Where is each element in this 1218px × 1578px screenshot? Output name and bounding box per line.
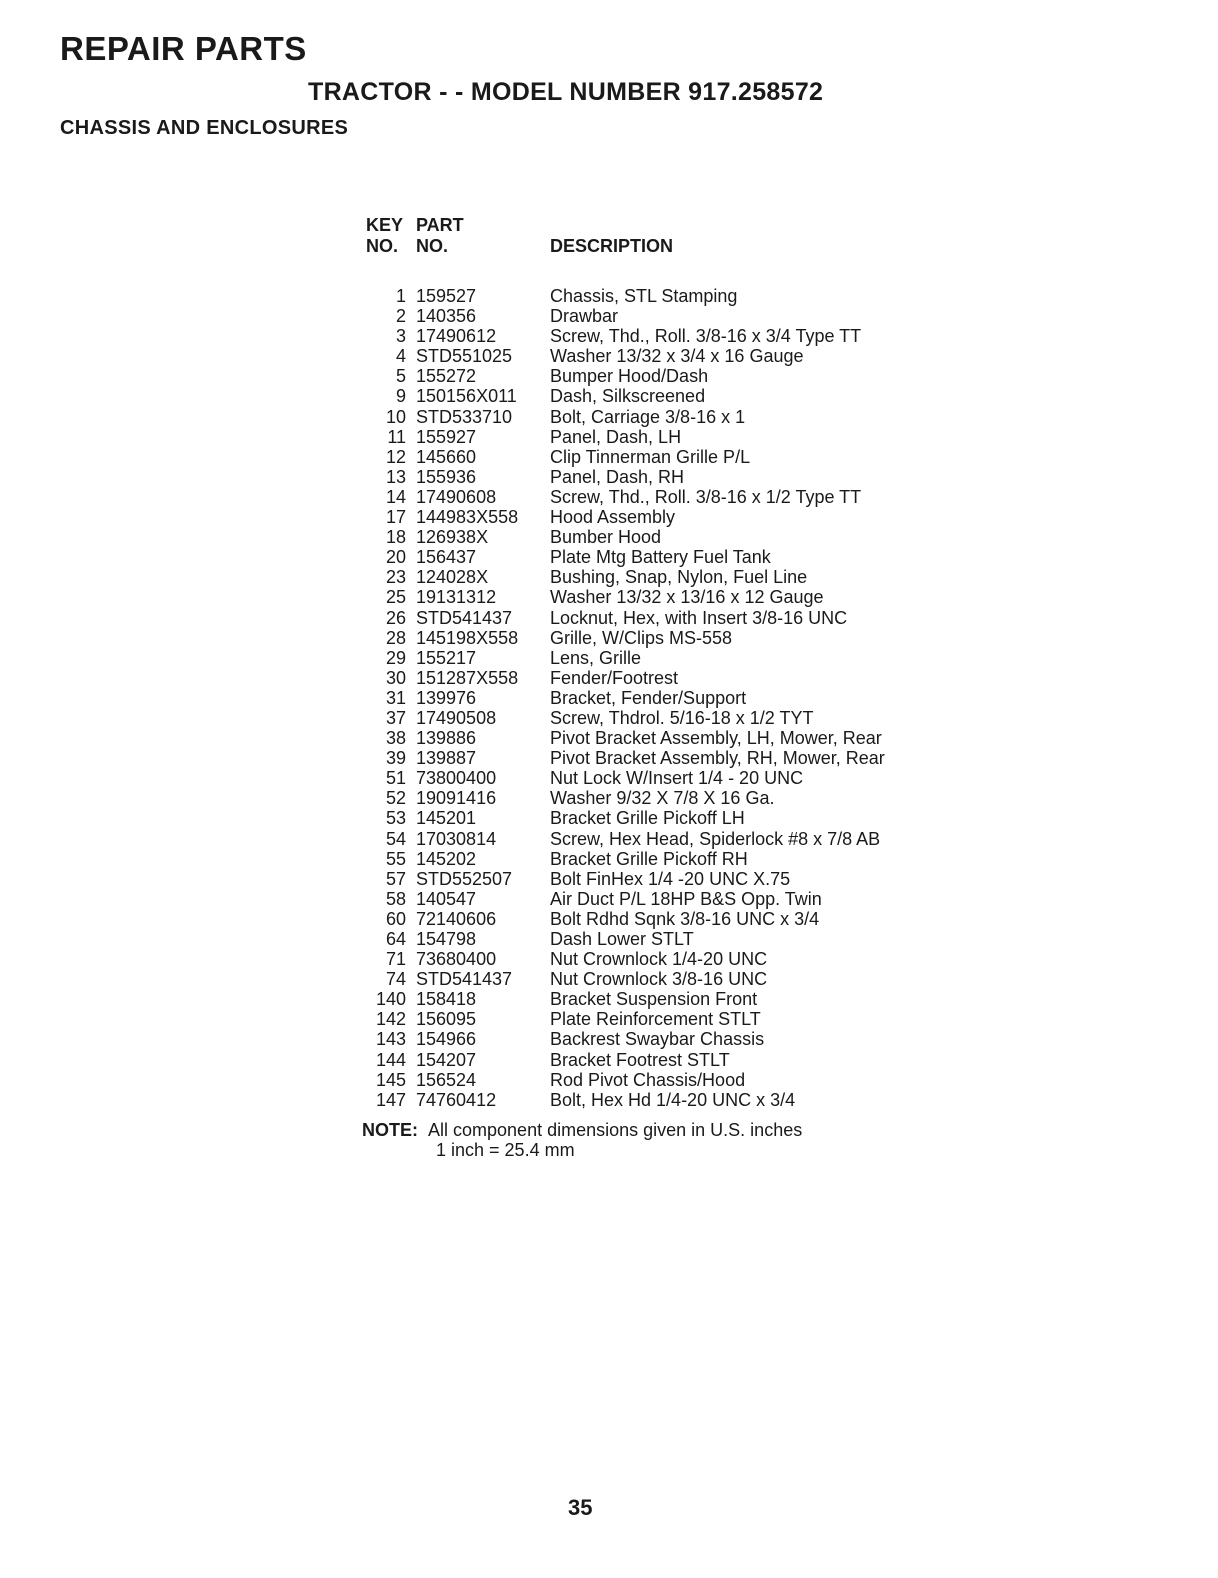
table-row [366,407,885,427]
description-cell: Screw, Thd., Roll. 3/8-16 x 3/4 Type TT [550,326,862,347]
table-row [366,447,885,467]
note-line-1 [362,1120,802,1140]
key-no-cell: 10 [385,406,406,427]
key-no-cell: 12 [385,446,406,467]
description-cell: Bracket Grille Pickoff RH [550,848,748,869]
key-no-cell: 53 [385,808,406,829]
description-cell: Hood Assembly [550,507,676,528]
parts-table-header [366,215,885,286]
dimension-note [362,1120,802,1160]
part-no-cell: 151287X558 [416,667,519,688]
description-cell: Washer 13/32 x 13/16 x 12 Gauge [550,587,824,608]
description-cell: Bolt, Carriage 3/8-16 x 1 [550,406,746,427]
table-row [366,567,885,587]
key-no-cell: 55 [385,848,406,869]
part-no-cell: STD533710 [416,406,513,427]
table-row [366,909,885,929]
description-cell: Nut Crownlock 1/4-20 UNC [550,949,768,970]
description-cell: Rod Pivot Chassis/Hood [550,1069,746,1090]
description-cell: Panel, Dash, LH [550,426,682,447]
key-no-cell: 11 [387,426,406,447]
description-cell: Bushing, Snap, Nylon, Fuel Line [550,567,808,588]
note-label: NOTE: [362,1120,418,1140]
description-cell: Drawbar [550,306,619,327]
parts-table-body [366,286,885,1110]
part-no-cell: 144983X558 [416,507,519,528]
key-no-header [366,215,416,257]
part-no-cell: 73680400 [416,949,497,970]
description-cell: Nut Lock W/Insert 1/4 - 20 UNC [550,768,804,789]
part-no-cell: 145202 [416,848,477,869]
page-number: 35 [568,1495,593,1520]
table-row [366,507,885,527]
part-no-cell: 145201 [416,808,477,829]
description-cell: Pivot Bracket Assembly, RH, Mower, Rear [550,748,885,769]
part-no-cell: 159527 [416,286,477,306]
key-no-cell: 140 [375,989,406,1010]
table-row [366,527,885,547]
key-no-cell: 64 [385,929,406,949]
key-no-cell: 2 [395,306,406,327]
table-row [366,889,885,909]
parts-table [366,215,885,1110]
part-no-cell: 156095 [416,1009,477,1030]
description-cell: Bracket Footrest STLT [550,1049,730,1070]
table-row [366,346,885,366]
part-no-cell: 154966 [416,1029,477,1050]
key-no-cell: 60 [385,908,406,929]
part-no-cell: 154207 [416,1049,477,1070]
table-row [366,929,885,949]
key-no-cell: 38 [385,728,406,749]
table-row [366,366,885,386]
table-row [366,728,885,748]
key-no-cell: 58 [385,888,406,909]
part-header-line2: NO. [416,236,449,256]
part-no-cell: STD551025 [416,346,513,367]
key-header-line2: NO. [366,236,399,256]
key-no-cell: 1 [395,286,406,306]
key-no-cell: 147 [375,1089,406,1110]
part-no-cell: 124028X [416,567,489,588]
table-row [366,547,885,567]
table-row [366,869,885,889]
description-cell: Panel, Dash, RH [550,466,685,487]
description-cell: Air Duct P/L 18HP B&S Opp. Twin [550,888,822,909]
table-row [366,688,885,708]
part-no-cell: 158418 [416,989,477,1010]
key-no-cell: 23 [385,567,406,588]
key-no-cell: 5 [395,366,406,387]
key-no-cell: 9 [395,386,406,407]
table-row [366,949,885,969]
part-no-cell: 17030814 [416,828,497,849]
description-cell: Bolt FinHex 1/4 -20 UNC X.75 [550,868,791,889]
part-no-cell: 156437 [416,547,477,568]
description-cell: Backrest Swaybar Chassis [550,1029,765,1050]
key-no-cell: 18 [385,527,406,548]
model-number-heading: TRACTOR - - MODEL NUMBER 917.258572 [308,78,824,106]
part-no-cell: STD552507 [416,868,513,889]
table-row [366,427,885,447]
table-row [366,849,885,869]
key-no-cell: 28 [385,627,406,648]
part-no-header [416,215,550,257]
table-row [366,306,885,326]
part-header-line1: PART [416,215,464,235]
description-cell: Bracket Grille Pickoff LH [550,808,745,829]
description-cell: Bolt Rdhd Sqnk 3/8-16 UNC x 3/4 [550,908,820,929]
table-row [366,587,885,607]
part-no-cell: 145198X558 [416,627,519,648]
description-cell: Lens, Grille [550,647,642,668]
description-cell: Bumper Hood/Dash [550,366,709,387]
part-no-cell: 155272 [416,366,477,387]
part-no-cell: 156524 [416,1069,477,1090]
description-cell: Washer 9/32 X 7/8 X 16 Ga. [550,788,775,809]
table-row [366,1050,885,1070]
key-no-cell: 54 [385,828,406,849]
table-row [366,1090,885,1110]
part-no-cell: 73800400 [416,768,497,789]
key-no-cell: 144 [375,1049,406,1070]
key-no-cell: 17 [385,507,406,528]
table-row [366,989,885,1009]
table-row [366,608,885,628]
section-title: CHASSIS AND ENCLOSURES [60,117,349,139]
key-no-cell: 142 [375,1009,406,1030]
key-no-cell: 30 [385,667,406,688]
table-row [366,708,885,728]
table-row [366,1009,885,1029]
page-title: REPAIR PARTS [60,30,307,67]
part-no-cell: 155936 [416,466,477,487]
description-cell: Bumber Hood [550,527,662,548]
table-row [366,1070,885,1090]
description-cell: Screw, Hex Head, Spiderlock #8 x 7/8 AB [550,828,881,849]
description-header: DESCRIPTION [550,236,674,256]
key-no-cell: 14 [385,486,406,507]
table-row [366,648,885,668]
part-no-cell: 72140606 [416,908,497,929]
part-no-cell: 74760412 [416,1089,497,1110]
part-no-cell: 139976 [416,687,477,708]
key-no-cell: 74 [385,969,406,990]
description-cell: Screw, Thd., Roll. 3/8-16 x 1/2 Type TT [550,486,862,507]
table-row [366,467,885,487]
table-row [366,386,885,406]
key-no-cell: 4 [395,346,406,367]
part-no-cell: STD541437 [416,607,513,628]
description-cell: Nut Crownlock 3/8-16 UNC [550,969,768,990]
part-no-cell: 154798 [416,929,477,949]
key-no-cell: 20 [385,547,406,568]
key-no-cell: 145 [375,1069,406,1090]
description-cell: Pivot Bracket Assembly, LH, Mower, Rear [550,728,882,749]
description-cell: Dash, Silkscreened [550,386,706,407]
table-row [366,1029,885,1049]
description-cell: Bracket Suspension Front [550,989,758,1010]
part-no-cell: 140547 [416,888,477,909]
part-no-cell: 140356 [416,306,477,327]
description-cell: Screw, Thdrol. 5/16-18 x 1/2 TYT [550,707,814,728]
key-no-cell: 13 [385,466,406,487]
key-header-line1: KEY [366,215,404,235]
key-no-cell: 39 [385,748,406,769]
table-row [366,487,885,507]
note-text: All component dimensions given in U.S. inches [428,1120,803,1140]
description-cell: Fender/Footrest [550,667,679,688]
part-no-cell: 139886 [416,728,477,749]
part-no-cell: 19131312 [416,587,497,608]
description-cell: Plate Reinforcement STLT [550,1009,761,1030]
key-no-cell: 29 [385,647,406,668]
key-no-cell: 3 [395,326,406,347]
table-row [366,326,885,346]
key-no-cell: 26 [385,607,406,628]
table-row [366,829,885,849]
part-no-cell: 155217 [416,647,477,668]
key-no-cell: 51 [385,768,406,789]
part-no-cell: 17490612 [416,326,497,347]
table-row [366,748,885,768]
key-no-cell: 143 [375,1029,406,1050]
table-row [366,768,885,788]
key-no-cell: 52 [385,788,406,809]
description-cell: Chassis, STL Stamping [550,286,738,306]
table-row [366,808,885,828]
table-row [366,286,885,306]
part-no-cell: 17490608 [416,486,497,507]
part-no-cell: 145660 [416,446,477,467]
key-no-cell: 71 [385,949,406,970]
key-no-cell: 25 [385,587,406,608]
part-no-cell: 19091416 [416,788,497,809]
part-no-cell: STD541437 [416,969,513,990]
description-cell: Plate Mtg Battery Fuel Tank [550,547,771,568]
table-row [366,788,885,808]
part-no-cell: 155927 [416,426,477,447]
table-row [366,668,885,688]
description-cell: Bracket, Fender/Support [550,687,747,708]
part-no-cell: 139887 [416,748,477,769]
description-cell: Clip Tinnerman Grille P/L [550,446,751,467]
description-cell: Dash Lower STLT [550,929,694,949]
key-no-cell: 57 [385,868,406,889]
part-no-cell: 17490508 [416,707,497,728]
table-row [366,969,885,989]
description-cell: Bolt, Hex Hd 1/4-20 UNC x 3/4 [550,1089,796,1110]
part-no-cell: 126938X [416,527,489,548]
key-no-cell: 31 [385,687,406,708]
key-no-cell: 37 [385,707,406,728]
table-row [366,628,885,648]
description-cell: Washer 13/32 x 3/4 x 16 Gauge [550,346,804,367]
description-cell: Grille, W/Clips MS-558 [550,627,733,648]
description-cell: Locknut, Hex, with Insert 3/8-16 UNC [550,607,848,628]
note-conversion: 1 inch = 25.4 mm [436,1140,575,1160]
part-no-cell: 150156X011 [416,386,517,407]
